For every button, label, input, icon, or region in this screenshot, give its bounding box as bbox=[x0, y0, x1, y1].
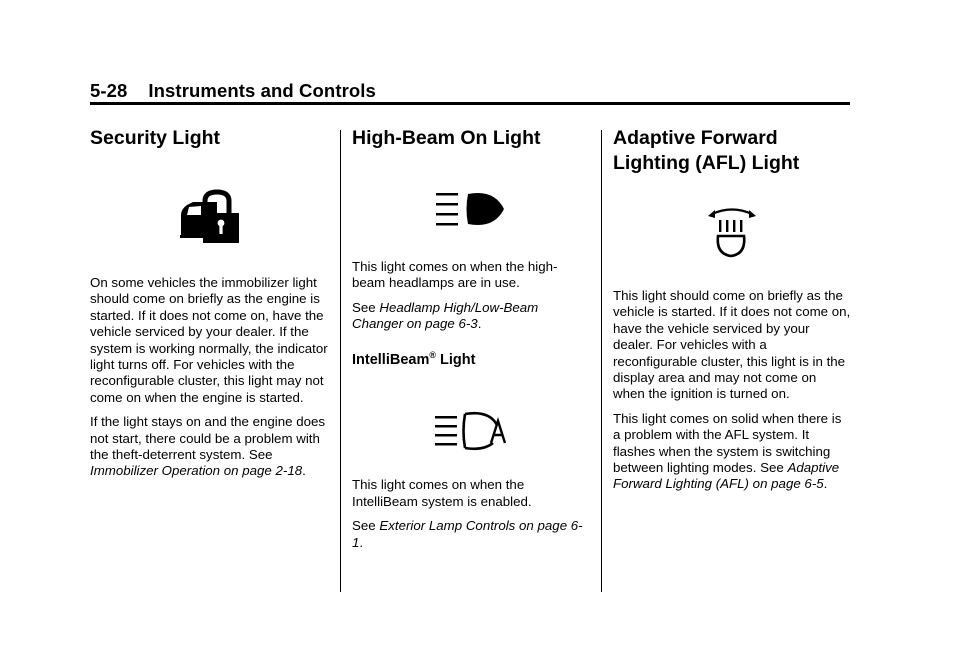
paragraph: If the light stays on and the engine does not start, there could be a problem with the theft-deterrent system. See Immobilizer Operation on page 2-18. bbox=[90, 414, 326, 479]
header-rule bbox=[90, 102, 850, 105]
page-header bbox=[90, 80, 376, 102]
column-high-beam bbox=[352, 126, 590, 559]
column-divider bbox=[601, 130, 602, 592]
paragraph: On some vehicles the immobilizer light should come on briefly as the engine is started. If it does not come on, have the vehicle serviced by your dealer. If the system is working normally, the indicator light turns off. For vehicles with the reconfigurable cluster, this light may not come on when the engine is started. bbox=[90, 275, 328, 405]
subsection-heading: IntelliBeam® Light bbox=[352, 349, 476, 368]
paragraph: See Exterior Lamp Controls on page 6-1. bbox=[352, 518, 583, 550]
paragraph: This light comes on solid when there is a problem with the AFL system. It flashes when the system is switching between lighting modes. See Adaptive Forward Lighting (AFL) on page 6-5. bbox=[613, 410, 842, 492]
cross-reference[interactable]: Exterior Lamp Controls on page 6-1 bbox=[352, 518, 583, 550]
afl-light-icon bbox=[613, 206, 851, 258]
cross-reference[interactable]: Headlamp High/Low-Beam Changer on page 6-3 bbox=[352, 299, 539, 332]
section-heading: Security Light bbox=[90, 127, 221, 149]
column-divider bbox=[340, 130, 341, 592]
page-number: 5-28 bbox=[90, 80, 128, 101]
intellibeam-icon bbox=[352, 411, 590, 451]
paragraph: This light comes on when the IntelliBeam system is enabled. bbox=[352, 477, 532, 509]
high-beam-icon bbox=[352, 191, 590, 229]
security-lock-car-icon bbox=[90, 189, 328, 245]
paragraph: See Headlamp High/Low-Beam Changer on page 6-3. bbox=[352, 299, 539, 332]
column-afl-light bbox=[613, 126, 851, 501]
paragraph: This light should come on briefly as the vehicle is started. If it does not come on, have the vehicle serviced by your dealer. For vehicles with a reconfigurable cluster, this light is in the display area and may not come on when the ignition is turned on. bbox=[613, 288, 851, 402]
cross-reference[interactable]: Adaptive Forward Lighting (AFL) on page 6-5 bbox=[613, 460, 840, 492]
section-heading: High-Beam On Light bbox=[352, 127, 541, 149]
cross-reference[interactable]: Immobilizer Operation on page 2-18 bbox=[90, 463, 303, 479]
paragraph: This light comes on when the high-beam headlamps are in use. bbox=[352, 259, 558, 291]
column-security-light bbox=[90, 126, 328, 488]
section-title: Instruments and Controls bbox=[148, 80, 376, 101]
section-heading: Adaptive Forward Lighting (AFL) Light bbox=[613, 127, 800, 174]
